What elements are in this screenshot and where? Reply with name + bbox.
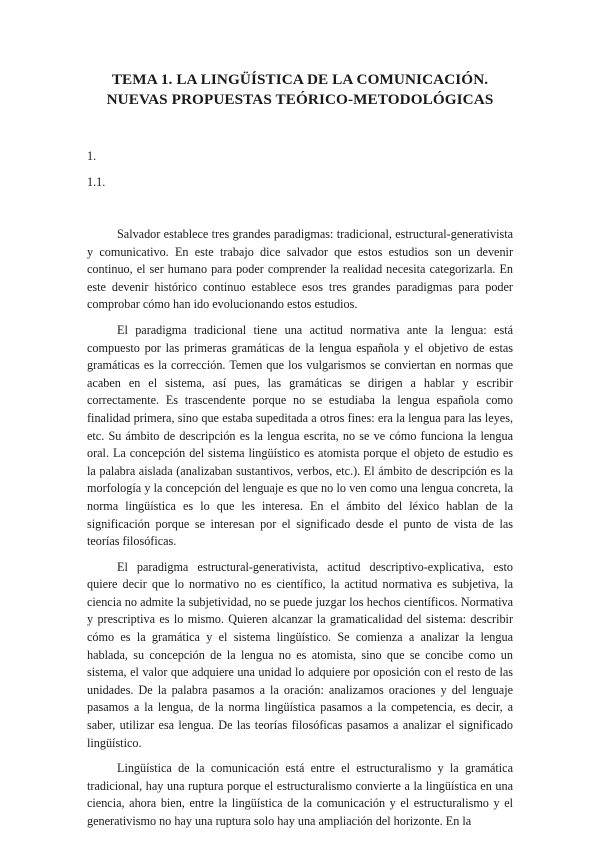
- paragraph-communication-linguistics: Lingüística de la comunicación está entre el estructuralismo y la gramática tradicional, hay una ruptura porque el estructuralismo convierte a la lingüística en una ciencia, ahora bien, entre la lingüística de la comunicación y el estructuralismo y el generativismo no hay una ruptura solo hay una ampliación del horizonte. En la: [87, 761, 513, 828]
- paragraph-structural-paradigm: El paradigma estructural-generativista, actitud descriptivo-explicativa, esto quiere decir que lo normativo no es científico, la actitud normativa es subjetiva, la ciencia no admite la subjetividad, no se puede juzgar los hechos científicos. Normativa y prescriptiva es lo mismo. Quieren alcanzar la gramaticalidad del sistema: describir cómo es la gramática y el sistema lingüístico. Se comienza a analizar la lengua hablada, su concepción de la lengua no es atomista, sino que se concibe como un sistema, el valor que adquiere una unidad lo adquiere por oposición con el resto de las unidades. De la palabra pasamos a la oración: analizamos oraciones y del lenguaje pasamos a la lengua, de la norma lingüística pasamos a la competencia, es decir, a saber, utilizar esa lengua. De las teorías filosóficas pasamos a analizar el significado lingüístico.: [87, 559, 513, 750]
- page-title: TEMA 1. LA LINGÜÍSTICA DE LA COMUNICACIÓN. NUEVAS PROPUESTAS TEÓRICO-METODOLÓGICAS: [106, 71, 494, 108]
- section-heading-1-1: 1.1.: [87, 175, 106, 189]
- paragraph-intro: Salvador establece tres grandes paradigmas: tradicional, estructural-generativista y comunicativo. En este trabajo dice salvador que estos estudios son un devenir continuo, el ser humano para poder comprender la realidad necesita categorizarla. En este devenir histórico continuo establece esos tres grandes paradigmas para poder comprobar cómo han ido evolucionando estos estudios.: [87, 227, 513, 312]
- section-heading-1: 1.: [87, 149, 97, 163]
- paragraph-traditional-paradigm: El paradigma tradicional tiene una actitud normativa ante la lengua: está compuesto por las primeras gramáticas de la lengua española y el objetivo de estas gramáticas es la corrección. Temen que los vulgarismos se conviertan en normas que acaben en el sistema, así pues, las gramáticas se dirigen a hablar y escribir correctamente. Es trascendente porque no se estudiaba la lengua española como finalidad primera, sino que estaba supeditada a otros fines: era la lengua para las leyes, etc. Su ámbito de descripción es la lengua escrita, no se ve cómo funciona la lengua oral. La concepción del sistema lingüístico es atomista porque el objeto de estudio es la palabra aislada (analizaban sustantivos, verbos, etc.). El ámbito de descripción es la morfología y la concepción del lenguaje es que no lo ven como una lengua concreta, la norma lingüística es lo que les interesa. En el ámbito del léxico hablan de la significación porque se interesan por el significado desde el punto de vista de las teorías filosóficas.: [87, 322, 513, 549]
